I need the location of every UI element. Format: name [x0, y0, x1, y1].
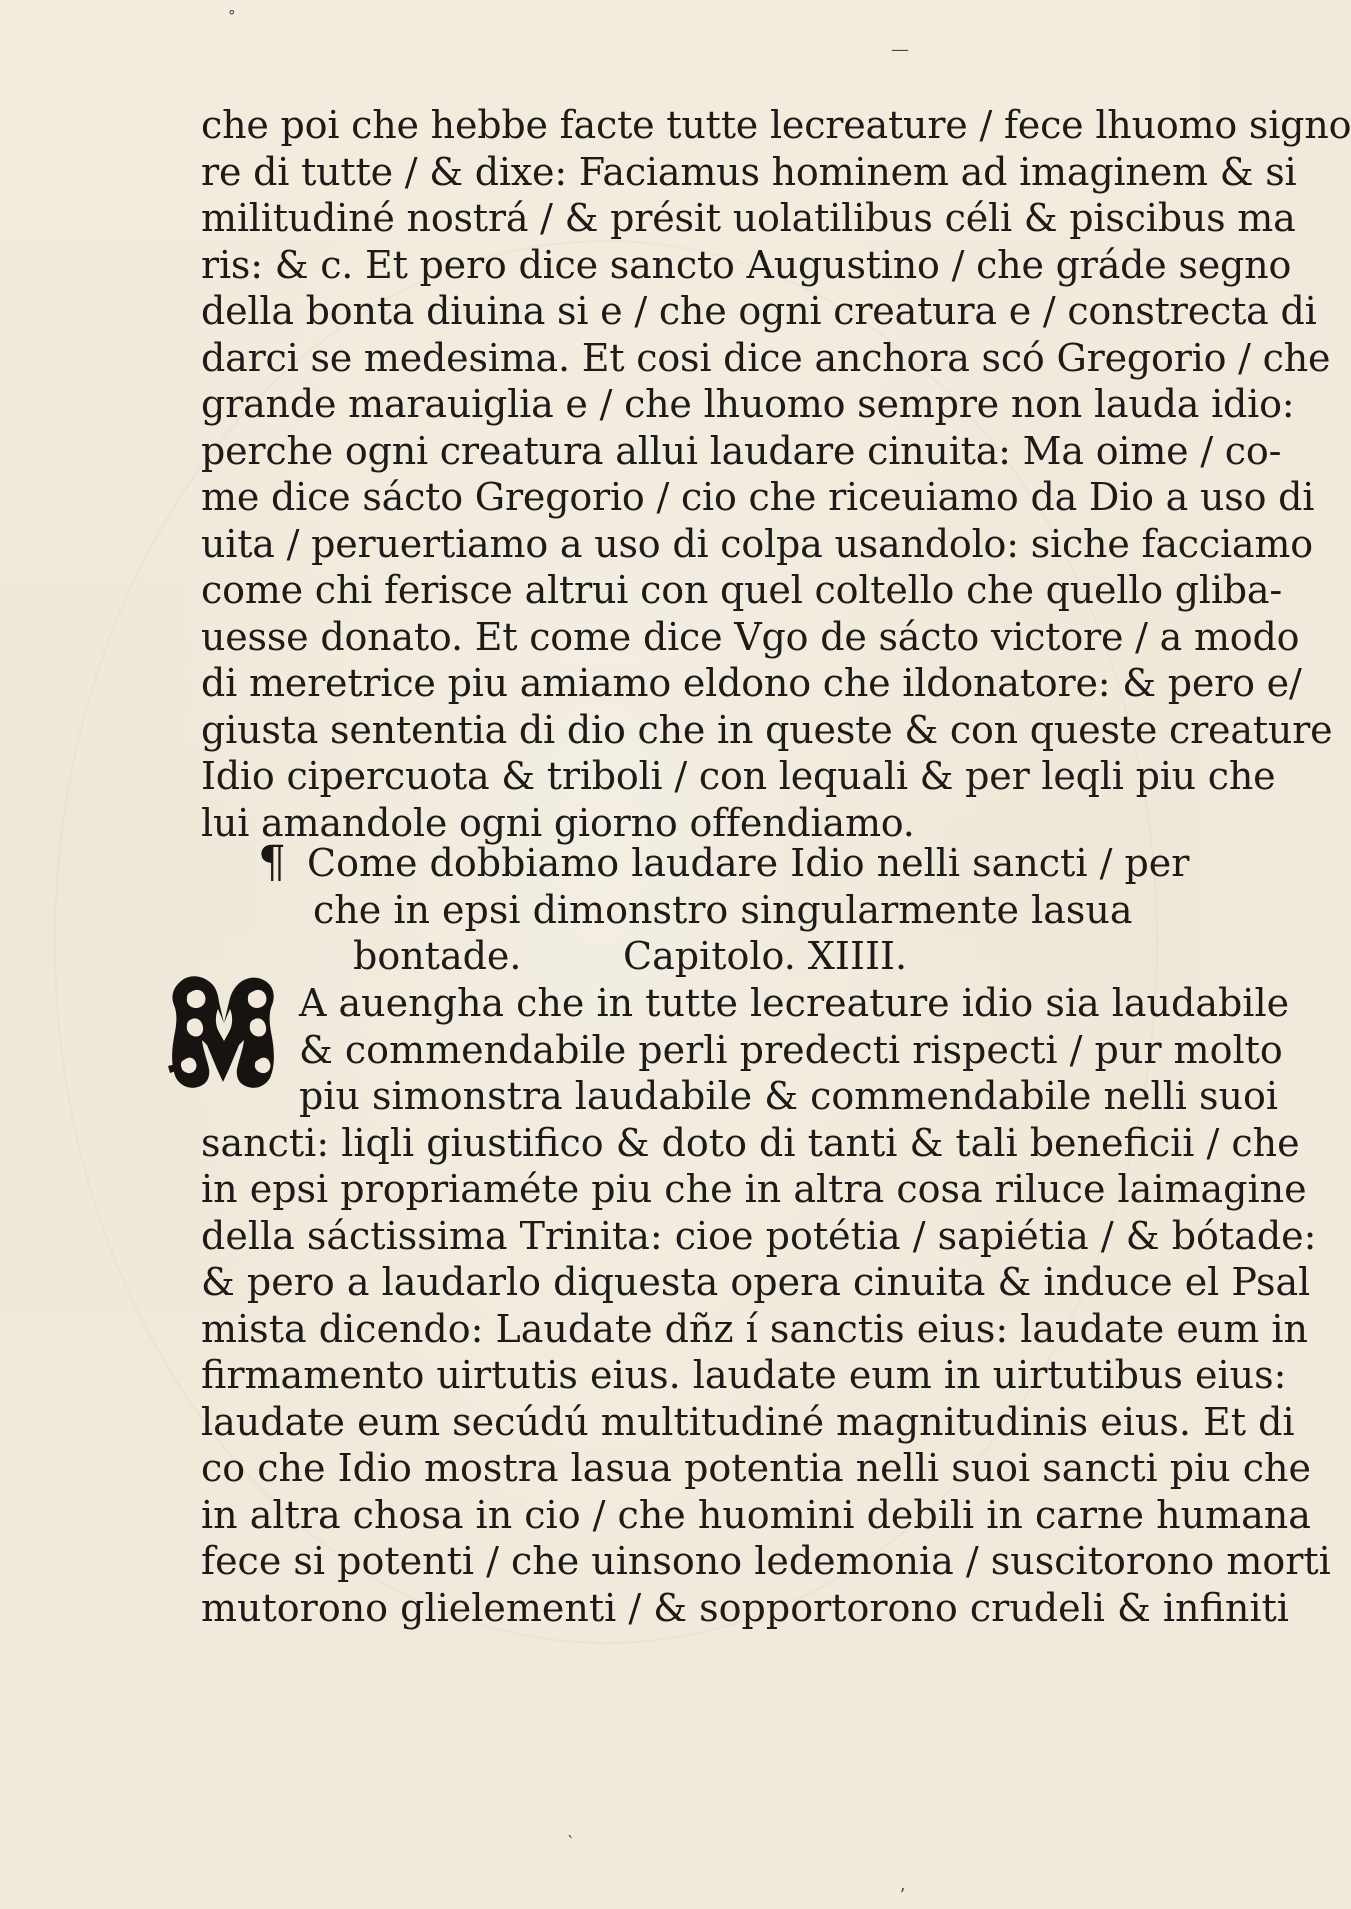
chapter-body	[201, 980, 1331, 1631]
chapter-heading-text: Come dobbiamo laudare Idio nelli sancti / per	[307, 841, 1190, 885]
text-line: re di tutte / & dixe: Faciamus hominem ad imaginem & si	[201, 149, 1297, 194]
text-line: come chi ferisce altrui con quel coltello che quello gliba-	[201, 568, 1283, 612]
bottom-right-mark: ʼ	[899, 1885, 905, 1906]
text-line: in altra chosa in cio / che huomini debili in carne humana	[201, 1492, 1311, 1537]
text-line: firmamento uirtutis eius. laudate eum in uirtutibus eius:	[201, 1353, 1287, 1397]
text-line: lui amandole ogni giorno offendiamo.	[201, 800, 915, 845]
text-line: & pero a laudarlo diquesta opera cinuita & induce el Psal	[201, 1260, 1311, 1304]
text-line: militudiné nostrá / & présit uolatilibus céli & piscibus ma	[201, 196, 1296, 240]
text-line: laudate eum secúdú multitudiné magnitudinis eius. Et di	[201, 1399, 1295, 1444]
top-right-mark: —	[891, 39, 909, 60]
chapter-heading-line: che in epsi dimonstro singularmente lasua	[313, 887, 1133, 932]
text-line: perche ogni creatura allui laudare cinuita: Ma oime / co-	[201, 428, 1282, 473]
text-line: mista dicendo: Laudate dñz í sanctis eius: laudate eum in	[201, 1306, 1309, 1351]
text-line: grande marauiglia e / che lhuomo sempre non lauda idio:	[201, 382, 1295, 426]
text-line: di meretrice piu amiamo eldono che ildonatore: & pero e/	[201, 661, 1302, 705]
chapter-heading-line	[258, 837, 1190, 888]
text-line: in epsi propriaméte piu che in altra cosa riluce laimagine	[201, 1167, 1307, 1211]
bottom-center-mark: ‵	[568, 1832, 573, 1853]
pilcrow-mark: ¶	[258, 837, 286, 888]
text-line: che poi che hebbe facte tutte lecreature / fece lhuomo signo	[201, 103, 1351, 147]
text-line: mutorono glielementi / & sopportorono crudeli & infiniti	[201, 1585, 1289, 1630]
text-line: ris: & c. Et pero dice sancto Augustino / che gráde segno	[201, 242, 1292, 287]
text-line: A auengha che in tutte lecreature idio sia laudabile	[299, 981, 1290, 1025]
text-line: sancti: liqli giustifico & doto di tanti & tali beneficii / che	[201, 1120, 1300, 1165]
text-line: darci se medesima. Et cosi dice anchora scó Gregorio / che	[201, 335, 1331, 380]
text-line: Idio cipercuota & triboli / con lequali & per leqli piu che	[201, 754, 1276, 798]
chapter-heading	[258, 837, 1190, 980]
text-line: & commendabile perli predecti rispecti / pur molto	[299, 1027, 1283, 1072]
text-line: co che Idio mostra lasua potentia nelli suoi sancti piu che	[201, 1446, 1311, 1490]
chapter-heading-text: bontade.	[353, 934, 522, 978]
top-printer-mark: °	[228, 7, 236, 25]
text-line: me dice sácto Gregorio / cio che riceuiamo da Dio a uso di	[201, 475, 1315, 519]
text-line: piu simonstra laudabile & commendabile nelli suoi	[299, 1074, 1278, 1118]
text-line: uita / peruertiamo a uso di colpa usandolo: siche facciamo	[201, 521, 1313, 566]
text-line: uesse donato. Et come dice Vgo de sácto victore / a modo	[201, 614, 1300, 659]
chapter-heading-line	[260, 933, 1040, 980]
text-line: della sáctissima Trinita: cioe potétia / sapiétia / & bótade:	[201, 1213, 1317, 1258]
text-line: fece si potenti / che uinsono ledemonia / suscitorono morti	[201, 1539, 1331, 1583]
intro-paragraph	[201, 102, 1351, 846]
text-line: della bonta diuina si e / che ogni creatura e / constrecta di	[201, 289, 1317, 333]
chapter-number: Capitolo. XIIII.	[623, 934, 908, 978]
text-line: giusta sententia di dio che in queste & con queste creature	[201, 707, 1333, 752]
